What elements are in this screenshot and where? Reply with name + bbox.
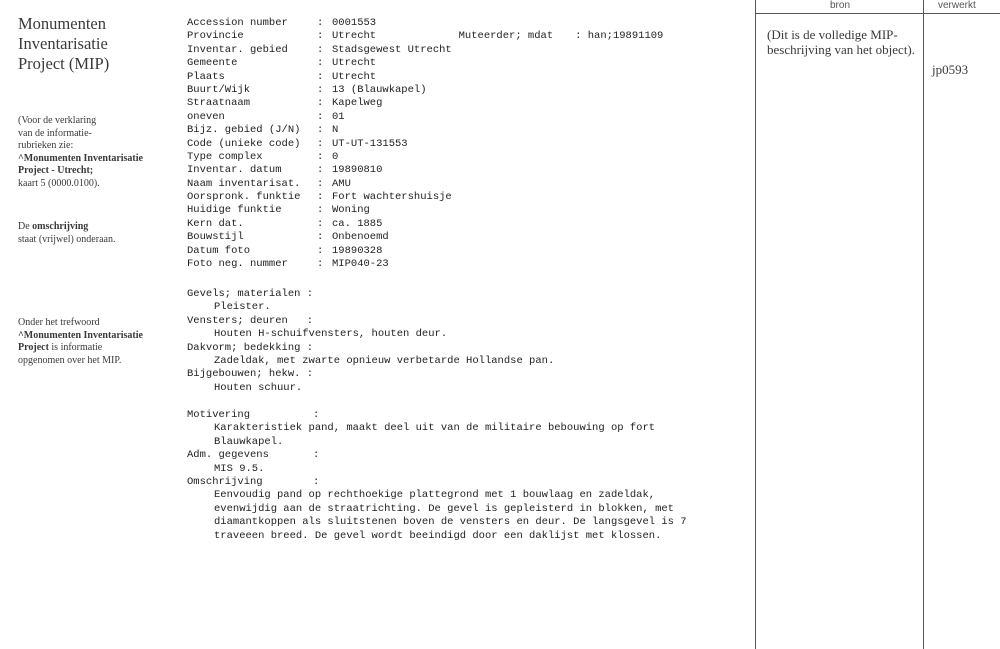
note-bold: omschrijving: [32, 221, 89, 232]
mutator-field: [446, 17, 663, 44]
field-row: [187, 97, 452, 110]
field-value: Utrecht: [332, 70, 377, 83]
block-label: Adm. gegevens :: [187, 449, 320, 462]
note-line: opgenomen over het MIP.: [18, 354, 122, 366]
field-label: Provincie: [187, 30, 244, 43]
field-value: Utrecht: [332, 57, 377, 70]
field-label: Gemeente: [187, 57, 238, 70]
field-separator: :: [317, 70, 324, 83]
field-value: Utrecht: [332, 30, 377, 43]
note-line: kaart 5 (0000.0100).: [18, 177, 100, 189]
note-line: Onder het trefwoord: [18, 317, 100, 328]
block-label: Bijgebouwen; hekw. :: [187, 368, 314, 381]
field-label: Oorspronk. funktie: [187, 191, 301, 204]
field-row: [187, 191, 452, 204]
page-title: [18, 14, 178, 74]
field-value: MIP040-23: [332, 258, 389, 271]
field-row: [187, 178, 452, 191]
title-line: Project (MIP): [18, 54, 110, 73]
field-value: 19890328: [332, 244, 383, 257]
note-bold: ^Monumenten Inventarisatie: [18, 152, 143, 164]
block-label: Motivering :: [187, 409, 320, 421]
note-bold: Project: [18, 342, 49, 353]
field-row: [187, 218, 452, 231]
material-blocks: [187, 288, 727, 395]
field-separator: :: [317, 110, 324, 123]
field-value: 0: [332, 150, 339, 163]
field-value: ca. 1885: [332, 217, 383, 230]
block-value-line: Eenvoudig pand op rechthoekige plattegrond met 1 bouwlaag en zadeldak,: [214, 489, 656, 502]
header-bron: bron: [830, 0, 851, 11]
note-trefwoord: [18, 317, 183, 367]
field-separator: :: [317, 150, 324, 163]
field-value: 01: [332, 110, 345, 123]
field-label: Inventar. datum: [187, 164, 282, 177]
field-label: oneven: [187, 110, 225, 123]
field-value: 13 (Blauwkapel): [332, 83, 427, 96]
field-value: 19890810: [332, 164, 383, 177]
field-label: Huidige funktie: [187, 204, 282, 217]
field-label: Kern dat.: [187, 217, 244, 230]
record-fields: [187, 17, 452, 271]
block-value-line: Blauwkapel.: [214, 435, 284, 448]
field-row: [187, 44, 452, 57]
field-row: [187, 164, 452, 177]
title-line: Monumenten: [18, 14, 106, 33]
note-line: (Voor de verklaring: [18, 115, 97, 126]
verwerkt-code: jp0593: [932, 62, 969, 77]
field-separator: :: [317, 177, 324, 190]
field-label: Naam inventarisat.: [187, 177, 301, 190]
field-label: Straatnaam: [187, 97, 251, 110]
block-value-line: traveeen breed. De gevel wordt beeindigd door een daklijst met klossen.: [214, 529, 662, 542]
field-separator: :: [317, 204, 324, 217]
field-label: Bijz. gebied (J/N): [187, 124, 301, 137]
field-separator: :: [317, 43, 324, 56]
field-row: [187, 151, 452, 164]
field-separator: :: [317, 17, 324, 29]
field-row: [187, 57, 452, 70]
block-value-line: evenwijdig aan de straatrichting. De gevel is gepleisterd in blokken, met: [214, 502, 674, 515]
field-row: [187, 30, 452, 43]
note-bold: ^Monumenten Inventarisatie: [18, 329, 143, 341]
field-value: UT-UT-131553: [332, 137, 408, 150]
note-text: De: [18, 221, 33, 232]
field-value: Fort wachtershuisje: [332, 191, 452, 204]
field-row: [187, 258, 452, 271]
block-value-line: Karakteristiek pand, maakt deel uit van de militaire bebouwing op fort: [214, 422, 656, 435]
field-label: Muteerder; mdat: [458, 30, 554, 43]
field-row: [187, 84, 452, 97]
block-value-line: diamantkoppen als sluitstenen boven de vensters en deur. De langsgevel is 7: [214, 516, 687, 529]
block-value: Houten H-schuifvensters, houten deur.: [214, 328, 448, 341]
field-value: Stadsgewest Utrecht: [332, 43, 452, 56]
column-divider: [923, 0, 924, 649]
bron-text: (Dit is de volledige MIP-beschrijving van het object).: [767, 27, 916, 57]
field-label: Code (unieke code): [187, 137, 301, 150]
header-verwerkt: verwerkt: [938, 0, 976, 11]
block-value-line: MIS 9.5.: [214, 462, 265, 475]
field-label: Buurt/Wijk: [187, 83, 251, 96]
description-blocks: [187, 409, 727, 543]
field-row: [187, 124, 452, 137]
field-row: [187, 245, 452, 258]
note-text: is informatie: [48, 342, 103, 353]
field-label: Type complex: [187, 150, 263, 163]
header-rule: [755, 13, 1000, 14]
field-separator: :: [317, 258, 324, 271]
field-separator: :: [317, 217, 324, 230]
block-label: Vensters; deuren :: [187, 314, 314, 327]
note-bold: Project - Utrecht;: [18, 165, 94, 176]
block-value: Pleister.: [214, 301, 271, 314]
field-row: [187, 17, 452, 30]
field-separator: :: [317, 191, 324, 204]
field-label: Bouwstijl: [187, 231, 244, 244]
note-line: rubrieken zie:: [18, 140, 74, 151]
field-value: 0001553: [332, 17, 377, 29]
field-value: han;19891109: [587, 30, 664, 43]
block-label: Omschrijving :: [187, 476, 320, 489]
field-separator: :: [317, 83, 324, 96]
field-value: Woning: [332, 204, 370, 217]
field-row: [187, 231, 452, 244]
field-label: Inventar. gebied: [187, 43, 288, 56]
field-label: Plaats: [187, 70, 225, 83]
note-omschrijving: [18, 221, 183, 246]
field-separator: :: [317, 244, 324, 257]
field-row: [187, 204, 452, 217]
left-margin: [18, 14, 178, 366]
column-divider: [755, 0, 756, 649]
field-separator: :: [317, 137, 324, 150]
field-value: AMU: [332, 177, 351, 190]
block-label: Dakvorm; bedekking :: [187, 341, 314, 354]
note-line: staat (vrijwel) onderaan.: [18, 233, 116, 245]
field-separator: :: [317, 97, 324, 110]
field-separator: :: [317, 57, 324, 70]
field-separator: :: [317, 30, 324, 43]
field-label: Datum foto: [187, 244, 251, 257]
block-value: Houten schuur.: [214, 381, 303, 394]
field-row: [187, 111, 452, 124]
field-row: [187, 71, 452, 84]
field-separator: :: [317, 124, 324, 137]
block-label: Gevels; materialen :: [187, 288, 314, 300]
field-value: N: [332, 124, 339, 137]
field-value: Kapelweg: [332, 97, 383, 110]
block-value: Zadeldak, met zwarte opnieuw verbetarde Hollandse pan.: [214, 355, 555, 368]
field-value: Onbenoemd: [332, 231, 389, 244]
field-separator: :: [317, 164, 324, 177]
title-line: Inventarisatie: [18, 34, 108, 53]
note-explanation: [18, 115, 183, 190]
field-label: Foto neg. nummer: [187, 258, 288, 271]
field-separator: :: [575, 30, 582, 43]
field-separator: :: [317, 231, 324, 244]
field-row: [187, 138, 452, 151]
field-label: Accession number: [187, 17, 288, 29]
note-line: van de informatie-: [18, 127, 92, 139]
